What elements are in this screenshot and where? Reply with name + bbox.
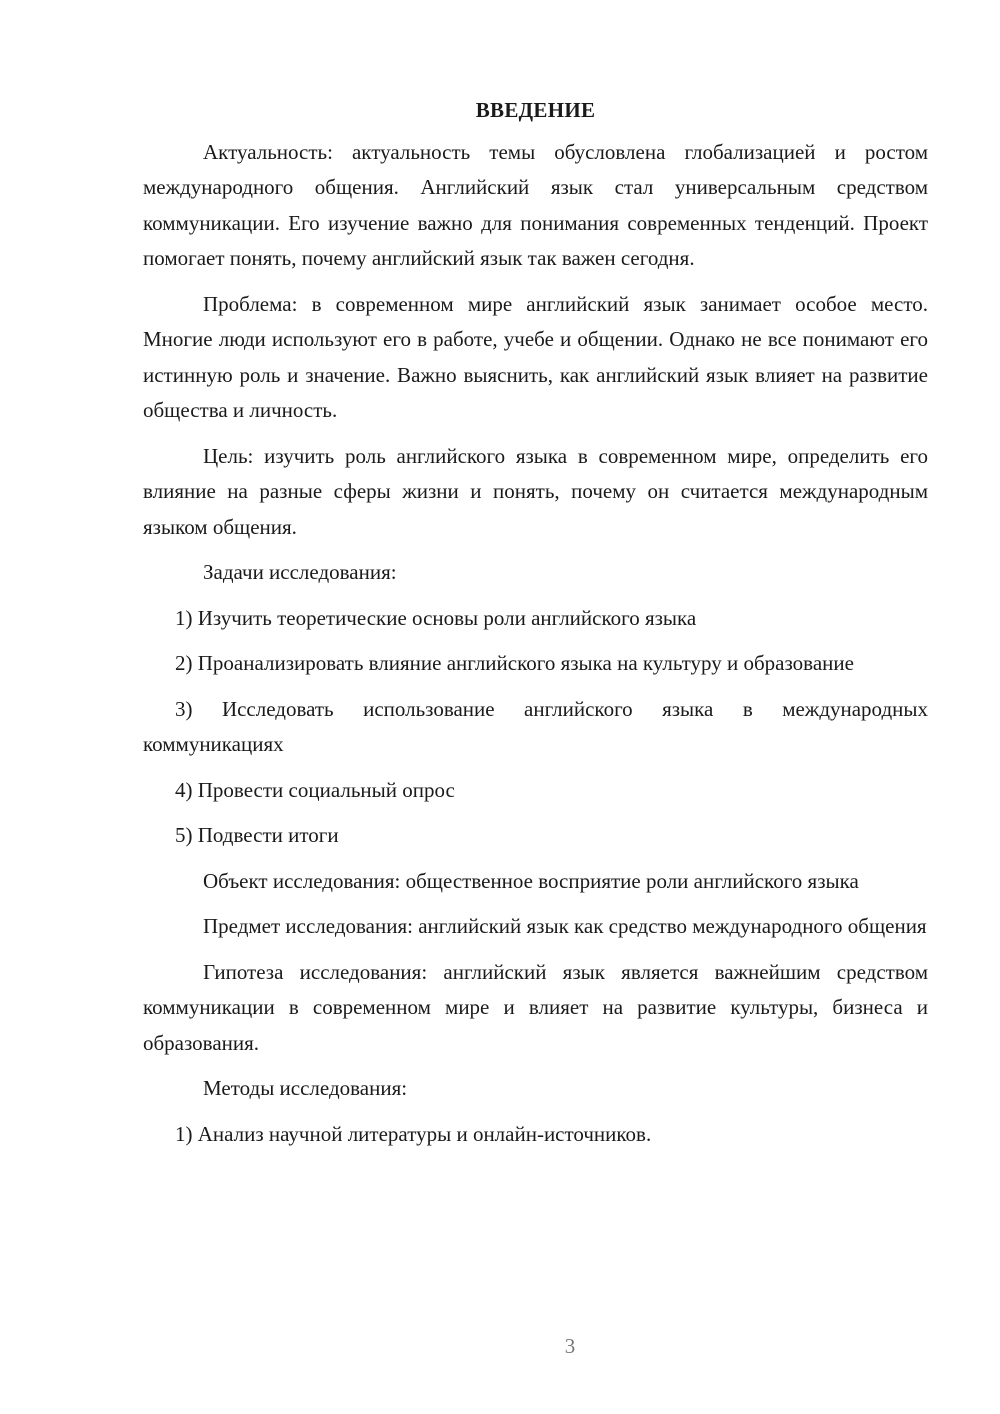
paragraph-methods-heading: Методы исследования: [203,1076,408,1100]
page-number: 3 [564,1334,576,1358]
section-title: ВВЕДЕНИЕ [475,98,596,122]
method-item-1: 1) Анализ научной литературы и онлайн-источников. [175,1121,652,1146]
task-item-1: 1) Изучить теоретические основы роли английского языка [175,605,697,630]
task-item-3: 3) Исследовать использование английского языка в международных коммуникациях [143,696,928,756]
paragraph-problem: Проблема: в современном мире английский язык занимает особое место. Многие люди используют его в работе, учебе и общении. Однако не все понимают его истинную роль и значение. Важно выяснить, как английский язык влияет на развитие общества и личность. [143,291,928,422]
paragraph-hypothesis: Гипотеза исследования: английский язык является важнейшим средством коммуникации в современном мире и влияет на развитие культуры, бизнеса и образования. [143,959,928,1055]
paragraph-goal: Цель: изучить роль английского языка в современном мире, определить его влияние на разные сферы жизни и понять, почему он считается международным языком общения. [143,443,928,539]
paragraph-relevance: Актуальность: актуальность темы обусловлена глобализацией и ростом международного общения. Английский язык стал универсальным средством коммуникации. Его изучение важно для понимания современных тенденций. Проект помогает понять, почему английский язык так важен сегодня. [143,139,928,270]
task-item-5: 5) Подвести итоги [175,823,339,847]
paragraph-tasks-heading: Задачи исследования: [203,560,397,584]
paragraph-object: Объект исследования: общественное восприятие роли английского языка [203,868,859,893]
paragraph-subject: Предмет исследования: английский язык как средство международного общения [203,914,927,938]
document-body [143,93,928,1162]
task-item-2: 2) Проанализировать влияние английского языка на культуру и образование [175,651,854,675]
task-item-4: 4) Провести социальный опрос [175,777,455,802]
